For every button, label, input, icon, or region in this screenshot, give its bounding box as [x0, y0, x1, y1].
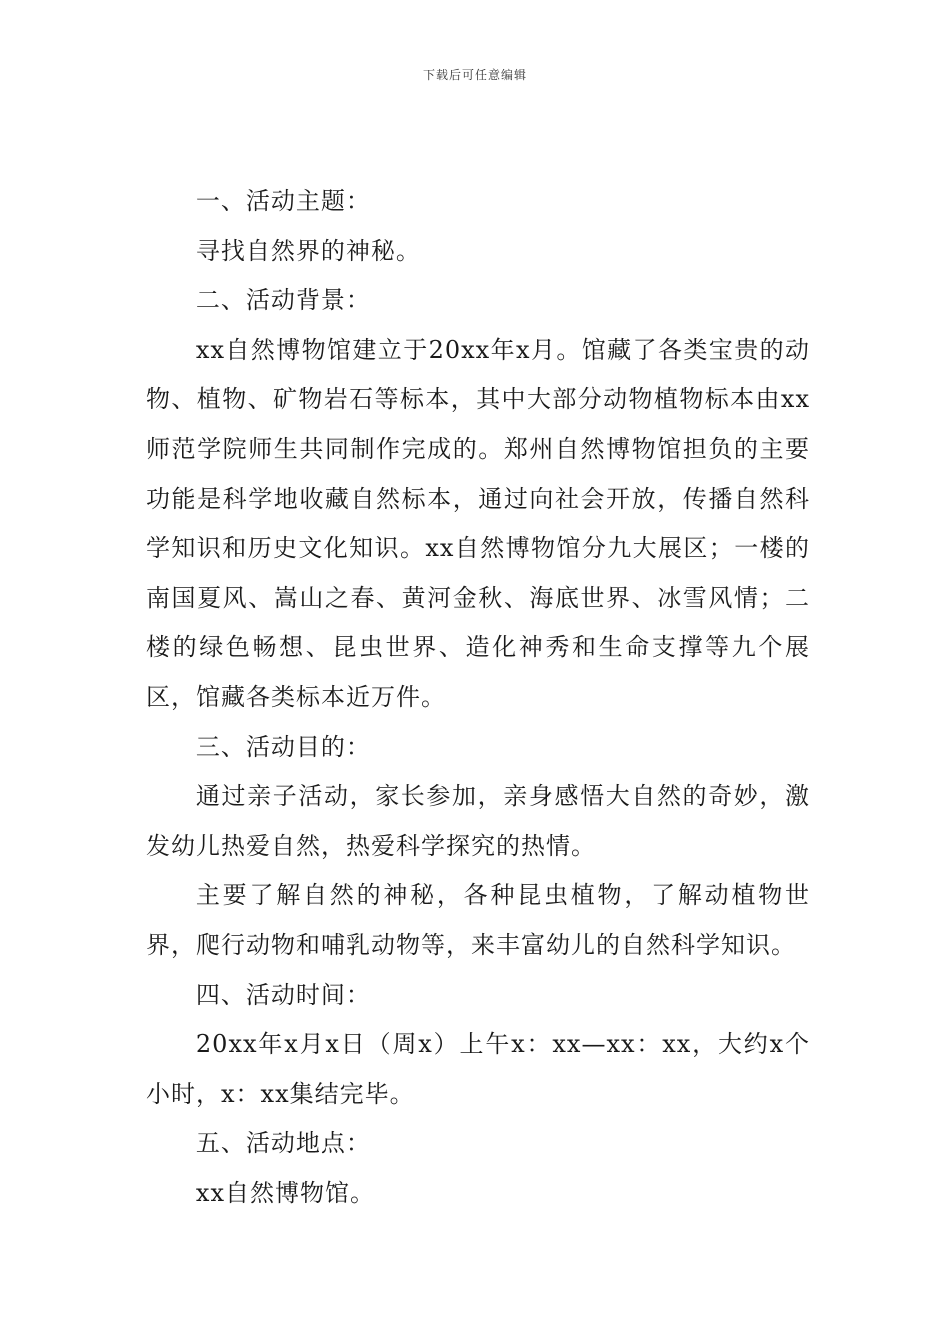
document-body — [146, 177, 810, 1218]
paragraph-background: xx自然博物馆建立于20xx年x月。馆藏了各类宝贵的动物、植物、矿物岩石等标本，其中大部分动物植物标本由xx师范学院师生共同制作完成的。郑州自然博物馆担负的主要功能是科学地收藏自然标本，通过向社会开放，传播自然科学知识和历史文化知识。xx自然博物馆分九大展区；一楼的南国夏风、嵩山之春、黄河金秋、海底世界、冰雪风情；二楼的绿色畅想、昆虫世界、造化神秀和生命支撑等九个展区，馆藏各类标本近万件。 — [146, 335, 810, 711]
paragraph-purpose-1: 通过亲子活动，家长参加，亲身感悟大自然的奇妙，激发幼儿热爱自然，热爱科学探究的热情。 — [146, 782, 810, 860]
paragraph-purpose-2: 主要了解自然的神秘，各种昆虫植物，了解动植物世界，爬行动物和哺乳动物等，来丰富幼儿的自然科学知识。 — [146, 881, 810, 959]
section-heading-time: 四、活动时间： — [195, 980, 371, 1009]
section-heading-location: 五、活动地点： — [195, 1129, 371, 1158]
paragraph-theme: 寻找自然界的神秘。 — [195, 236, 421, 265]
section-heading-background: 二、活动背景： — [195, 286, 371, 315]
header-note: 下载后可任意编辑 — [422, 68, 527, 82]
section-heading-purpose: 三、活动目的： — [195, 732, 371, 761]
section-heading-theme: 一、活动主题： — [195, 187, 371, 215]
paragraph-location: xx自然博物馆。 — [195, 1178, 375, 1207]
paragraph-time: 20xx年x月x日（周x）上午x：xx—xx：xx，大约x个小时，x：xx集结完毕。 — [146, 1030, 810, 1108]
